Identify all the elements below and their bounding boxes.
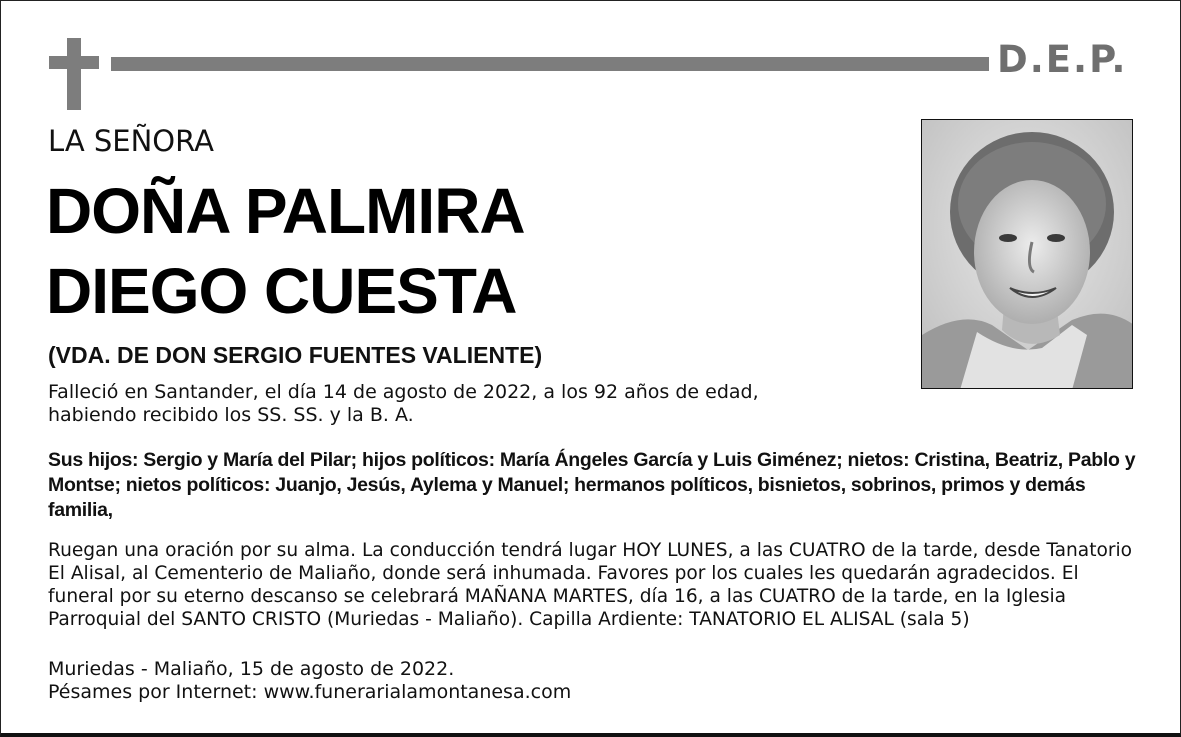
name-line-2: DIEGO CUESTA (46, 255, 517, 327)
place-date: Muriedas - Maliaño, 15 de agosto de 2022. (48, 658, 455, 680)
closing-block (48, 658, 948, 704)
deceased-name (46, 171, 525, 331)
death-line-2: habiendo recibido los SS. SS. y la B. A. (48, 404, 414, 426)
death-line-1: Falleció en Santander, el día 14 de agosto de 2022, a los 92 años de edad, (48, 381, 759, 403)
widow-of-line: (VDA. DE DON SERGIO FUENTES VALIENTE) (48, 342, 543, 368)
header-rule (111, 57, 989, 71)
name-line-1: DOÑA PALMIRA (46, 175, 525, 247)
latin-cross-icon (49, 38, 99, 110)
family-paragraph: Sus hijos: Sergio y María del Pilar; hijos políticos: María Ángeles García y Luis Giménez; nietos: Cristina, Beatriz, Pablo y Montse; nietos políticos: Juanjo, Jesús, Aylema y Manuel; hermanos políticos, bisnietos, sobrinos, primos y demás familia, (48, 449, 1136, 521)
death-details (48, 381, 908, 427)
condolences-link[interactable]: Pésames por Internet: www.funerarialamontanesa.com (48, 681, 572, 703)
portrait-photo (921, 119, 1133, 389)
dep-label: D.E.P. (997, 38, 1128, 81)
title-prefix: LA SEÑORA (48, 124, 214, 158)
ceremony-paragraph: Ruegan una oración por su alma. La conducción tendrá lugar HOY LUNES, a las CUATRO de la tarde, desde Tanatorio El Alisal, al Cementerio de Maliaño, donde será inhumada. Favores por los cuales les quedarán agradecidos. El funeral por su eterno descanso se celebrará MAÑANA MARTES, día 16, a las CUATRO de la tarde, en la Iglesia Parroquial del SANTO CRISTO (Muriedas - Maliaño). Capilla Ardiente: TANATORIO EL ALISAL (sala 5) (48, 540, 1133, 630)
